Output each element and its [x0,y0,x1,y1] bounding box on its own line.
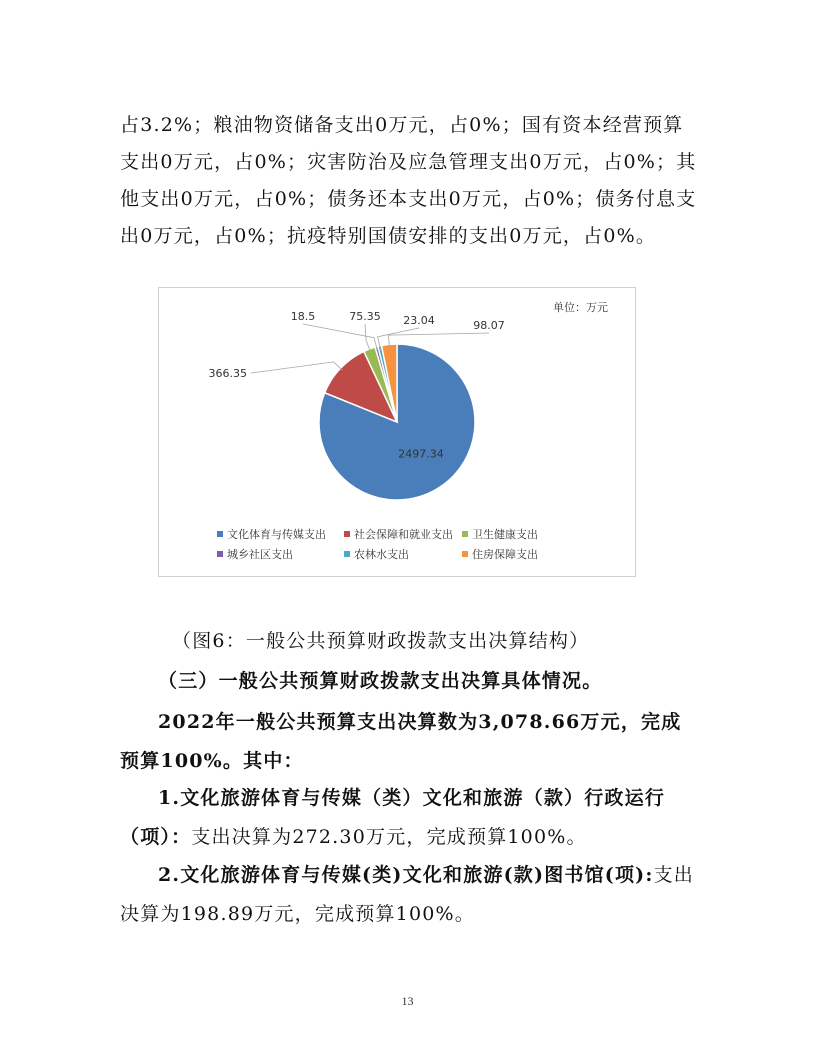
item-2-text: 支出决算为198.89万元，完成预算100%。 [120,864,694,925]
data-label: 75.35 [349,310,381,323]
leader-line [251,362,343,373]
legend-swatch [462,531,468,537]
data-label: 2497.34 [398,447,444,461]
legend-label: 城乡社区支出 [227,548,293,561]
legend-swatch [217,551,223,557]
legend-item [462,526,538,542]
legend-item [344,546,409,562]
intro-paragraph: 占3.2%；粮油物资储备支出0万元，占0%；国有资本经营预算支出0万元，占0%；灾害防治及应急管理支出0万元，占0%；其他支出0万元，占0%；债务还本支出0万元，占0%；债务付息支出0万元，占0%；抗疫特别国债安排的支出0万元，占0%。 [120,114,697,247]
legend-label: 农林水支出 [354,548,409,561]
legend-item [217,546,293,562]
legend-label: 住房保障支出 [472,548,538,561]
item-1-title: 1.文化旅游体育与传媒（类）文化和旅游（款）行政运行（项）： [120,787,666,848]
data-label: 98.07 [473,319,505,332]
page-number: 13 [401,994,414,1008]
leader-line [365,324,371,352]
legend-label: 社会保障和就业支出 [354,528,453,541]
figure-caption: （图6：一般公共预算财政拨款支出决算结构） [172,630,590,652]
legend-item [462,546,538,562]
legend-item [344,526,453,542]
item-2-title: 2.文化旅游体育与传媒(类)文化和旅游(款)图书馆(项): [158,864,654,886]
pie-chart [158,287,636,577]
chart-unit: 单位：万元 [553,301,608,314]
data-label: 18.5 [290,310,316,323]
legend-label: 文化体育与传媒支出 [227,528,326,541]
legend-item [217,526,326,542]
item-1 [120,779,700,857]
item-1-text: 支出决算为272.30万元，完成预算100%。 [191,826,587,848]
legend-swatch [217,531,223,537]
legend-swatch [462,551,468,557]
legend-swatch [344,531,350,537]
section-heading: （三）一般公共预算财政拨款支出决算具体情况。 [158,670,603,692]
legend-label: 卫生健康支出 [472,528,538,541]
item-2 [120,856,700,934]
legend-swatch [344,551,350,557]
summary-paragraph: 2022年一般公共预算支出决算数为3,078.66万元，完成预算100%。其中： [120,711,682,772]
data-label: 23.04 [403,314,435,327]
data-label: 366.35 [208,367,247,380]
